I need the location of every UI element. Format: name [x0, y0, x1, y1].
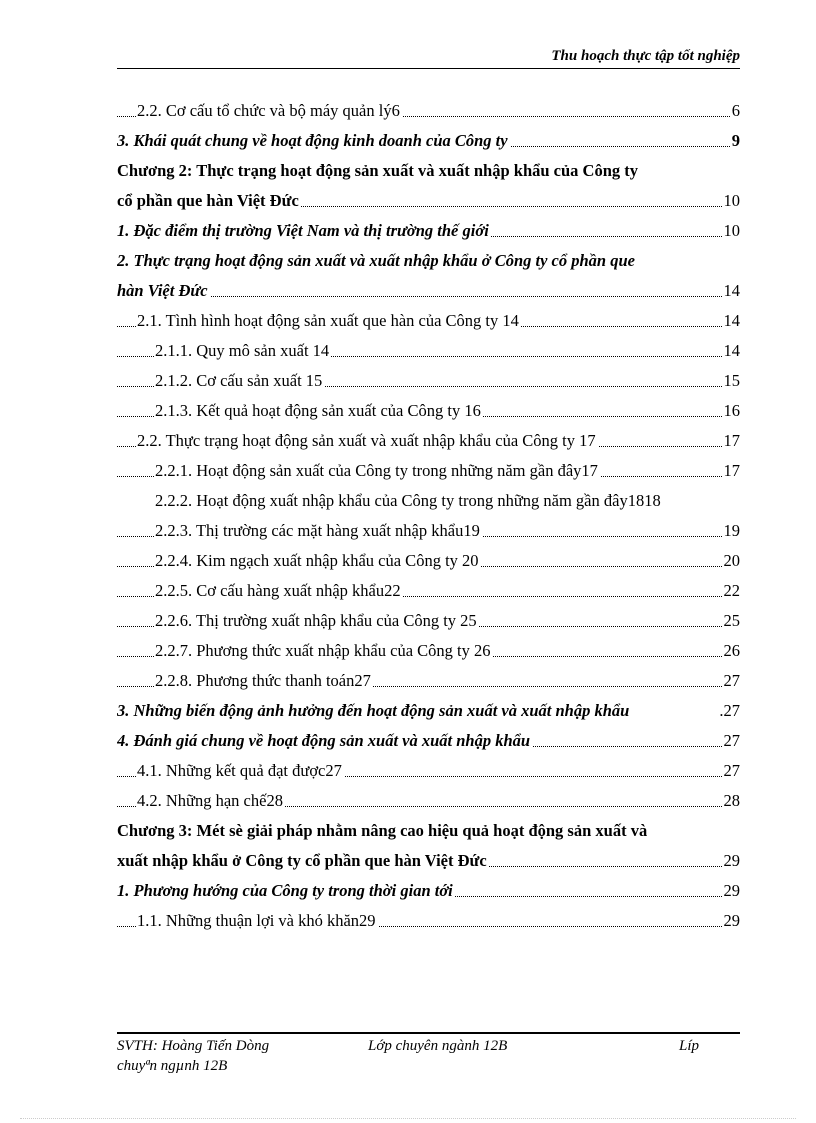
toc-entry[interactable]	[117, 756, 740, 786]
toc-entry-text: 1. Đặc điểm thị trường Việt Nam và thị trường thế giới	[117, 221, 489, 240]
toc-entry[interactable]	[117, 336, 740, 366]
toc-entry-text: cổ phần que hàn Việt Đức	[117, 191, 299, 210]
toc-entry-text: 2.2. Cơ cấu tổ chức và bộ máy quản lý6	[137, 101, 400, 120]
footer-author: SVTH: Hoàng Tiến Dòng	[117, 1038, 270, 1054]
toc-entry-text: 1. Phương hướng của Công ty trong thời gian tới	[117, 881, 453, 900]
toc-entry-text: 2.2. Thực trạng hoạt động sản xuất và xuất nhập khẩu của Công ty 17	[137, 431, 596, 450]
toc-entry-text: 3. Những biến động ảnh hưởng đến hoạt động sản xuất và xuất nhập khẩu	[117, 701, 630, 720]
toc-entry-page: 10	[723, 216, 741, 246]
toc-entry-page: 9	[731, 126, 740, 156]
toc-entry[interactable]	[117, 906, 740, 936]
toc-entry-page: 29	[723, 846, 741, 876]
toc-entry-text: 2.2.8. Phương thức thanh toán27	[155, 671, 371, 690]
footer-sub: chuyªn ngµnh 12B	[117, 1058, 228, 1074]
toc-entry-text: xuất nhập khẩu ở Công ty cổ phần que hàn Việt Đức	[117, 851, 487, 870]
toc-entry-text: Chương 3: Mét sè giải pháp nhằm nâng cao hiệu quả hoạt động sản xuất và	[117, 821, 648, 840]
toc-entry[interactable]	[117, 96, 740, 126]
toc-entry[interactable]	[117, 306, 740, 336]
page-bottom-dots	[20, 1118, 796, 1119]
toc-entry-text: 2. Thực trạng hoạt động sản xuất và xuất nhập khẩu ở Công ty cổ phần que	[117, 251, 635, 270]
toc-entry[interactable]	[117, 426, 740, 456]
toc-entry-page: 27	[723, 666, 741, 696]
toc-entry-text: 4. Đánh giá chung về hoạt động sản xuất và xuất nhập khẩu	[117, 731, 531, 750]
table-of-contents	[117, 96, 740, 936]
toc-entry[interactable]	[117, 786, 740, 816]
toc-entry[interactable]	[117, 636, 740, 666]
toc-entry-page: 15	[723, 366, 741, 396]
toc-entry-text: 2.2.4. Kim ngạch xuất nhập khẩu của Công ty 20	[155, 551, 479, 570]
toc-entry-text: Chương 2: Thực trạng hoạt động sản xuất và xuất nhập khẩu của Công ty	[117, 161, 639, 180]
toc-entry-page: 22	[723, 576, 741, 606]
toc-entry-text: 2.2.1. Hoạt động sản xuất của Công ty trong những năm gần đây17	[155, 461, 598, 480]
toc-entry-text: 2.1. Tình hình hoạt động sản xuất que hàn của Công ty 14	[137, 311, 519, 330]
toc-entry-page: 29	[723, 876, 741, 906]
toc-entry[interactable]	[117, 276, 740, 306]
toc-entry[interactable]	[117, 606, 740, 636]
toc-entry[interactable]	[117, 456, 740, 486]
footer-class: Lớp chuyên ngành 12B	[368, 1038, 508, 1054]
toc-entry-page: 27	[723, 726, 741, 756]
toc-entry[interactable]	[117, 696, 740, 726]
toc-entry-text: 4.2. Những hạn chế28	[137, 791, 283, 810]
toc-entry-page: 17	[723, 426, 741, 456]
footer-lop: Líp	[679, 1038, 700, 1054]
toc-entry-text: 2.2.7. Phương thức xuất nhập khẩu của Công ty 26	[155, 641, 491, 660]
toc-entry-page: 14	[723, 276, 741, 306]
header-divider	[117, 68, 740, 69]
toc-entry-text: 2.2.2. Hoạt động xuất nhập khẩu của Công ty trong những năm gần đây1818	[155, 491, 661, 510]
toc-entry[interactable]	[117, 546, 740, 576]
toc-entry-page: 10	[723, 186, 741, 216]
toc-entry-text: 2.2.5. Cơ cấu hàng xuất nhập khẩu22	[155, 581, 401, 600]
footer-divider	[117, 1032, 740, 1034]
toc-entry-text: 2.1.1. Quy mô sản xuất 14	[155, 341, 330, 360]
toc-entry-text: 2.1.2. Cơ cấu sản xuất 15	[155, 371, 323, 390]
toc-entry-text: 2.1.3. Kết quả hoạt động sản xuất của Công ty 16	[155, 401, 481, 420]
toc-entry[interactable]	[117, 576, 740, 606]
toc-entry[interactable]	[117, 726, 740, 756]
toc-entry[interactable]	[117, 246, 740, 276]
toc-entry[interactable]	[117, 366, 740, 396]
toc-entry[interactable]	[117, 666, 740, 696]
toc-entry[interactable]	[117, 846, 740, 876]
toc-entry[interactable]	[117, 816, 740, 846]
toc-entry-page: .27	[718, 696, 740, 726]
toc-entry-page: 17	[723, 456, 741, 486]
toc-entry[interactable]	[117, 156, 740, 186]
toc-entry-page: 25	[723, 606, 741, 636]
toc-entry-text: 2.2.3. Thị trường các mặt hàng xuất nhập khẩu19	[155, 521, 480, 540]
toc-entry-text: 2.2.6. Thị trường xuất nhập khẩu của Công ty 25	[155, 611, 477, 630]
toc-entry-page: 6	[731, 96, 740, 126]
toc-entry-text: 3. Khái quát chung về hoạt động kinh doanh của Công ty	[117, 131, 508, 150]
toc-entry[interactable]	[117, 186, 740, 216]
toc-entry-text: 4.1. Những kết quả đạt được27	[137, 761, 342, 780]
toc-entry-page: 27	[723, 756, 741, 786]
toc-entry-page: 29	[723, 906, 741, 936]
toc-entry-page: 28	[723, 786, 741, 816]
toc-entry[interactable]	[117, 516, 740, 546]
toc-entry-page: 20	[723, 546, 741, 576]
toc-entry-text: hàn Việt Đức	[117, 281, 208, 300]
toc-entry[interactable]	[117, 216, 740, 246]
toc-entry[interactable]	[117, 876, 740, 906]
toc-entry-page: 26	[723, 636, 741, 666]
toc-entry-page: 14	[723, 336, 741, 366]
toc-entry-text: 1.1. Những thuận lợi và khó khăn29	[137, 911, 376, 930]
toc-entry-page: 19	[723, 516, 741, 546]
toc-entry-page: 14	[723, 306, 741, 336]
toc-entry[interactable]	[117, 126, 740, 156]
toc-entry[interactable]	[117, 486, 740, 516]
page-header-title: Thu hoạch thực tập tốt nghiệp	[551, 48, 740, 64]
toc-entry[interactable]	[117, 396, 740, 426]
toc-entry-page: 16	[723, 396, 741, 426]
